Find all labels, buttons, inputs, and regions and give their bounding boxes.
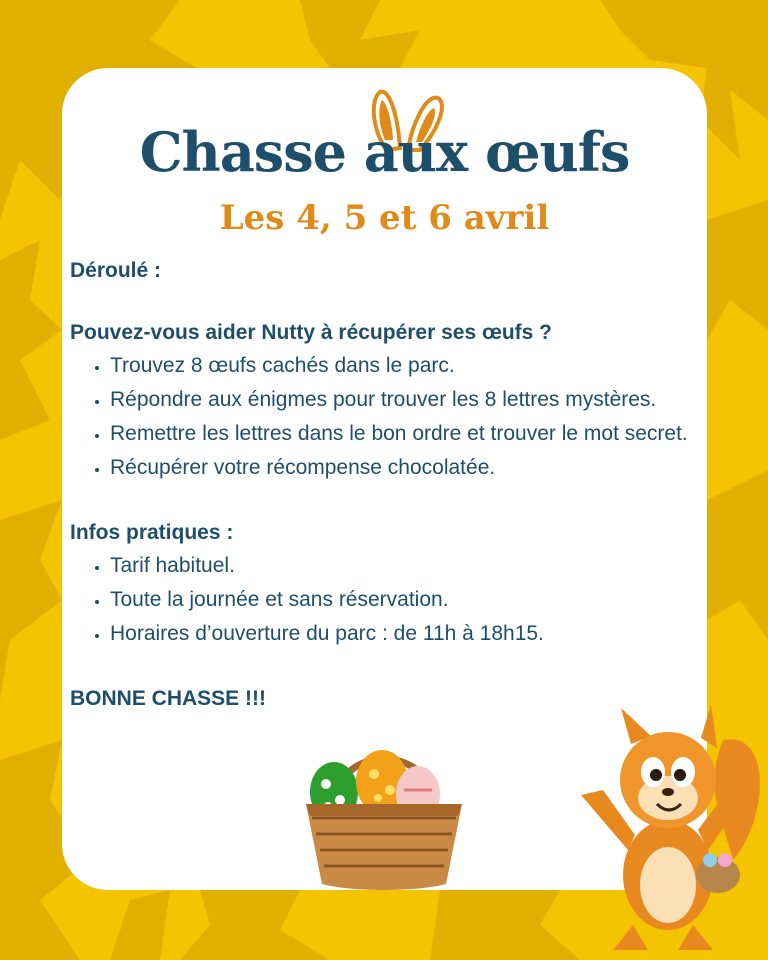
page-title: Chasse aux œufs bbox=[139, 120, 630, 184]
list-item: • Répondre aux énigmes pour trouver les 8 lettres mystères. bbox=[110, 384, 700, 415]
closing-text: BONNE CHASSE !!! bbox=[70, 687, 267, 710]
list-item: • Toute la journée et sans réservation. bbox=[110, 584, 700, 615]
list-item: • Tarif habituel. bbox=[110, 550, 700, 581]
deroule-question: Pouvez-vous aider Nutty à récupérer ses œufs ? bbox=[70, 321, 552, 344]
list-item: • Remettre les lettres dans le bon ordre et trouver le mot secret. bbox=[110, 418, 700, 449]
deroule-list bbox=[70, 350, 700, 483]
infos-heading: Infos pratiques : bbox=[70, 521, 234, 544]
list-item: • Trouvez 8 œufs cachés dans le parc. bbox=[110, 350, 700, 381]
list-item: • Récupérer votre récompense chocolatée. bbox=[110, 452, 700, 483]
infos-list bbox=[70, 550, 700, 649]
deroule-heading: Déroulé : bbox=[70, 259, 162, 282]
egg-basket-illustration bbox=[296, 734, 472, 894]
list-item: • Horaires d’ouverture du parc : de 11h à 18h15. bbox=[110, 618, 700, 649]
event-details bbox=[70, 255, 700, 714]
event-dates: Les 4, 5 et 6 avril bbox=[219, 198, 550, 238]
squirrel-mascot-illustration bbox=[573, 700, 768, 960]
